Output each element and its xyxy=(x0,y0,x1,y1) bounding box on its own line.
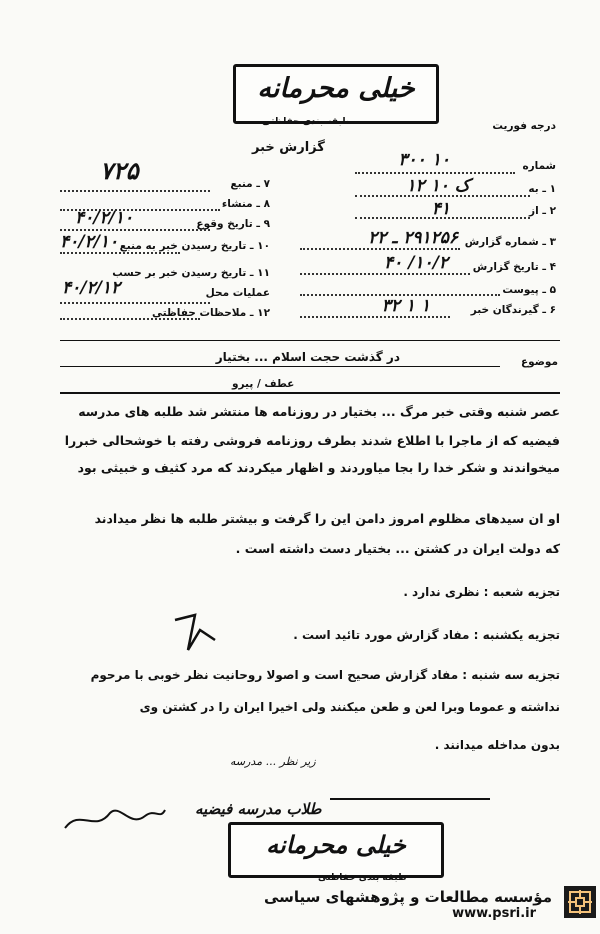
dotted-line xyxy=(355,172,515,174)
field-value: ۴۱ xyxy=(431,199,450,219)
divider-line xyxy=(60,340,560,341)
divider-line xyxy=(60,366,500,367)
field-label: شماره xyxy=(522,160,556,172)
file-reference-label: عطف / پیرو xyxy=(232,378,295,390)
dotted-line xyxy=(60,302,210,304)
classification-stamp-top xyxy=(233,64,439,124)
stamp-subtitle: طبقه بندی حفاظتی xyxy=(318,873,407,883)
dotted-line xyxy=(355,195,530,197)
field-value: ۱ ۱ ۳۲ xyxy=(381,296,430,316)
dotted-line xyxy=(60,318,200,320)
field-label: ۲ ـ از xyxy=(529,205,556,217)
stamp-text: خیلی محرمانه xyxy=(266,830,406,859)
field-label: ۸ ـ منشاء xyxy=(221,198,270,210)
subject-value: در گذشت حجت اسلام ... بختیار xyxy=(215,350,400,364)
body-line: او ان سیدهای مظلوم امروز دامن این را گرفت و بیشتر طلبه ها نظر میدادند xyxy=(94,511,560,526)
signature-scribble xyxy=(60,798,170,838)
field-label: ۳ ـ شماره گزارش xyxy=(464,236,556,248)
note-line: تجزیه شعبه : نظری ندارد . xyxy=(403,585,560,599)
note-line: تجزیه سه شنبه : مفاد گزارش صحیح است و اصولا روحانیت نظر خوبی با مرحوم xyxy=(90,668,560,682)
field-value: ۷۲۵ xyxy=(100,156,139,185)
dotted-line xyxy=(300,273,470,275)
note-line: تجزیه یکشنبه : مفاد گزارش مورد تائید است . xyxy=(293,628,560,642)
divider-line xyxy=(330,798,490,800)
priority-label: درجه فوریت xyxy=(492,120,556,132)
subject-label: موضوع xyxy=(521,356,558,368)
field-label: ۱۲ ـ ملاحظات حفاظتی xyxy=(151,307,270,319)
stamp-subtitle: طبقه بندی حفاظتی xyxy=(262,117,351,127)
field-label: ۱۱ ـ تاریخ رسیدن خبر بر حسب عملیات محل xyxy=(112,267,270,299)
dotted-line xyxy=(300,316,450,318)
field-label: ۹ ـ تاریخ وقوع xyxy=(196,218,270,230)
field-label: ۵ ـ پیوست xyxy=(502,284,556,296)
field-value: ۴۰/۲/۱۰ xyxy=(75,208,134,228)
note-line: نداشته و عموما وبرا لعن و طعن میکنند ولی اخیرا ایران را در کشتن وی xyxy=(139,700,560,714)
institute-url[interactable]: www.psri.ir xyxy=(452,906,536,921)
body-line: که دولت ایران در کشتن ... بختیار دست داشته است . xyxy=(235,541,560,556)
dotted-line xyxy=(60,229,210,231)
dotted-line xyxy=(355,217,530,219)
dotted-line xyxy=(300,248,460,250)
field-label: ۶ ـ گیرندگان خبر xyxy=(470,304,556,316)
field-value: ۱۰/۲/ ۴۰ xyxy=(383,253,448,273)
report-title: گزارش خبر xyxy=(252,140,325,155)
institute-logo-icon xyxy=(564,886,596,918)
field-value: ک ۱۰ ۱۲ xyxy=(406,176,470,196)
signature: طلاب مدرسه فیضیه xyxy=(195,800,322,818)
handwritten-note: زیر نظر ... مدرسه xyxy=(230,755,316,768)
stamp-text: خیلی محرمانه xyxy=(257,73,415,104)
field-label: ۷ ـ منبع xyxy=(230,178,270,190)
note-line: بدون مداخله میدانند . xyxy=(434,738,560,752)
field-value: ۱۰ ۳۰۰ xyxy=(398,150,450,170)
field-value: ۴۰/۲/۱۰ xyxy=(60,232,119,252)
dotted-line xyxy=(60,190,210,192)
divider-line xyxy=(60,392,560,394)
field-label: ۴ ـ تاریخ گزارش xyxy=(472,261,556,273)
field-value: ۲۹۱۲۵۶ ـ ۲۲ xyxy=(368,228,458,248)
classification-stamp-bottom xyxy=(228,822,444,878)
dotted-line xyxy=(60,252,180,254)
institute-name: مؤسسه مطالعات و پژوهشهای سیاسی xyxy=(263,888,552,906)
field-label: ۱ ـ به xyxy=(528,183,556,195)
body-line: عصر شنبه وقتی خبر مرگ ... بختیار در روزنامه ها منتشر شد طلبه های مدرسه xyxy=(78,404,560,419)
field-value: ۴۰/۲/۱۲ xyxy=(62,278,121,298)
body-line: فیضیه که از ماجرا با اطلاع شدند بطرف روزنامه فروشی رفته با خوشحالی خبررا xyxy=(64,433,560,448)
body-line: میخواندند و شکر خدا را بجا میاوردند و اظهار میکردند که مرد کثیف و خبیثی بود xyxy=(77,460,560,475)
field-label: ۱۰ ـ تاریخ رسیدن خبر به منبع xyxy=(119,240,270,252)
handwritten-checkmark xyxy=(170,610,230,660)
